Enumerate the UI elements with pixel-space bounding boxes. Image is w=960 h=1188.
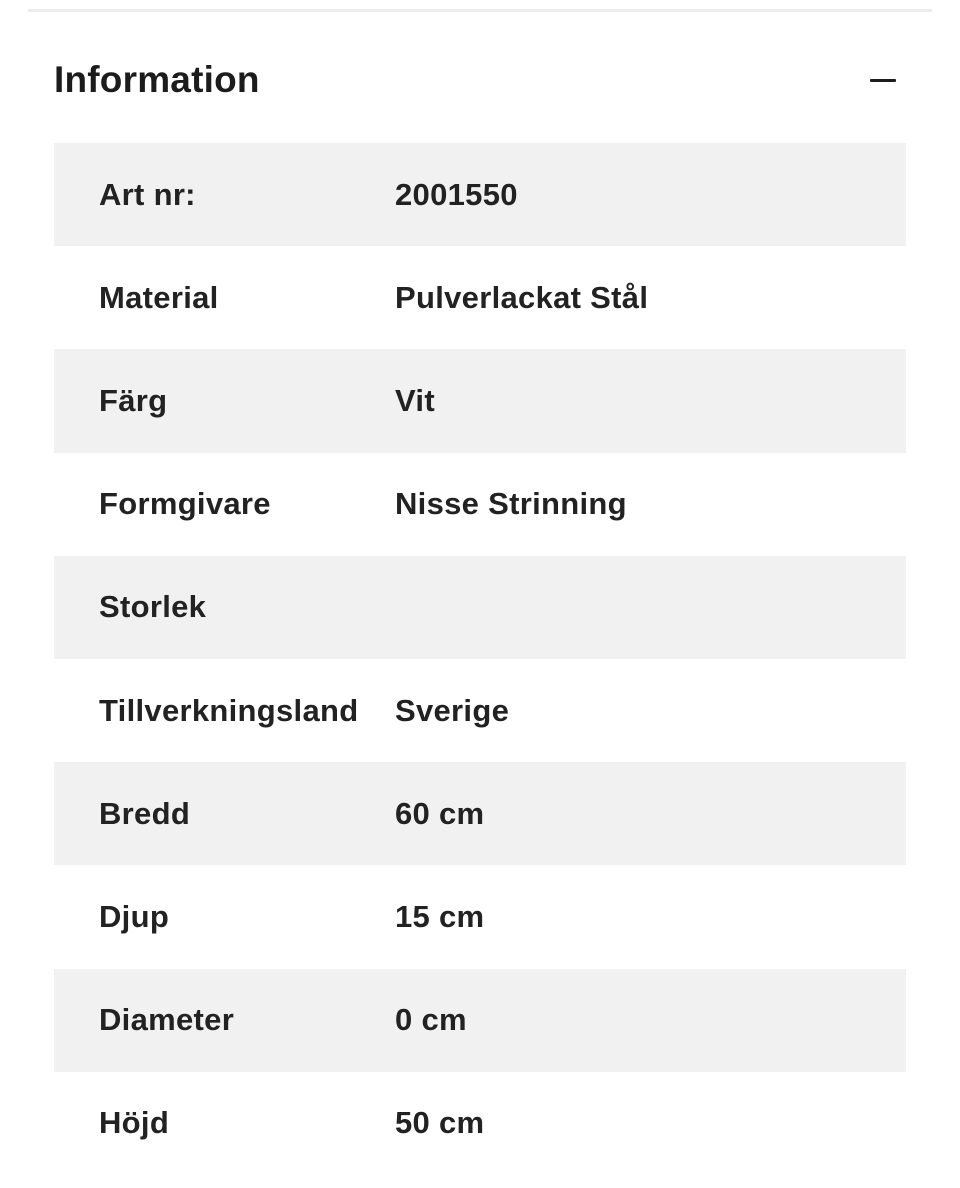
info-label: Färg — [99, 382, 168, 418]
info-label: Material — [99, 279, 219, 315]
info-label: Tillverkningsland — [99, 692, 359, 728]
info-value: 50 cm — [395, 1105, 485, 1141]
info-label: Djup — [99, 898, 170, 934]
top-divider — [28, 9, 932, 12]
info-row-djup — [54, 865, 906, 968]
info-label: Diameter — [99, 1002, 235, 1038]
info-label: Formgivare — [99, 486, 271, 522]
info-value: 0 cm — [395, 1002, 467, 1038]
info-value: Sverige — [395, 692, 510, 728]
info-label: Höjd — [99, 1105, 170, 1141]
info-label: Art nr: — [99, 176, 196, 212]
info-value: Nisse Strinning — [395, 486, 627, 522]
info-value: 2001550 — [395, 176, 518, 212]
information-section-header[interactable] — [54, 40, 906, 120]
minus-icon — [870, 79, 896, 82]
info-row-material — [54, 246, 906, 349]
info-label: Storlek — [99, 589, 207, 625]
info-value: Vit — [395, 382, 435, 418]
info-row-tillverkningsland — [54, 659, 906, 762]
collapse-toggle-button[interactable] — [836, 50, 896, 110]
info-row-formgivare — [54, 453, 906, 556]
info-row-bredd — [54, 762, 906, 865]
info-value: 60 cm — [395, 795, 485, 831]
info-row-hojd — [54, 1072, 906, 1175]
information-table — [54, 143, 906, 1175]
info-row-art-nr — [54, 143, 906, 246]
info-row-farg — [54, 349, 906, 452]
section-title: Information — [54, 59, 260, 100]
info-value: Pulverlackat Stål — [395, 279, 649, 315]
info-value: 15 cm — [395, 898, 485, 934]
info-label: Bredd — [99, 795, 191, 831]
info-row-storlek — [54, 556, 906, 659]
info-row-diameter — [54, 969, 906, 1072]
